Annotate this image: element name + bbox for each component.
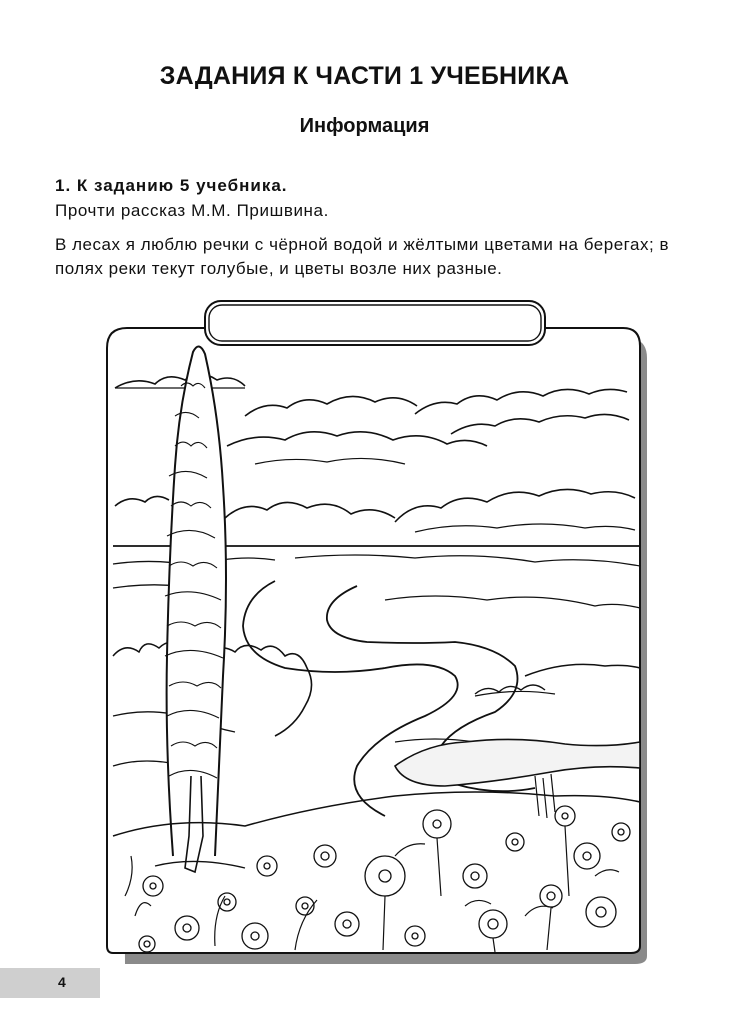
story-text: В лесах я люблю речки с чёрной водой и жёлтыми цветами на берегах; в полях реки текут голубые, и цветы возле них разные. [55, 235, 669, 278]
task-heading: 1. К заданию 5 учебника. [55, 176, 288, 195]
landscape-river-illustration-icon [95, 296, 650, 966]
page-number: 4 [58, 974, 66, 990]
page-number-tab [0, 968, 100, 998]
section-subtitle: Информация [299, 115, 430, 137]
page-title: ЗАДАНИЯ К ЧАСТИ 1 УЧЕБНИКА [159, 62, 570, 90]
task-instruction: Прочти рассказ М.М. Пришвина. [55, 201, 329, 220]
